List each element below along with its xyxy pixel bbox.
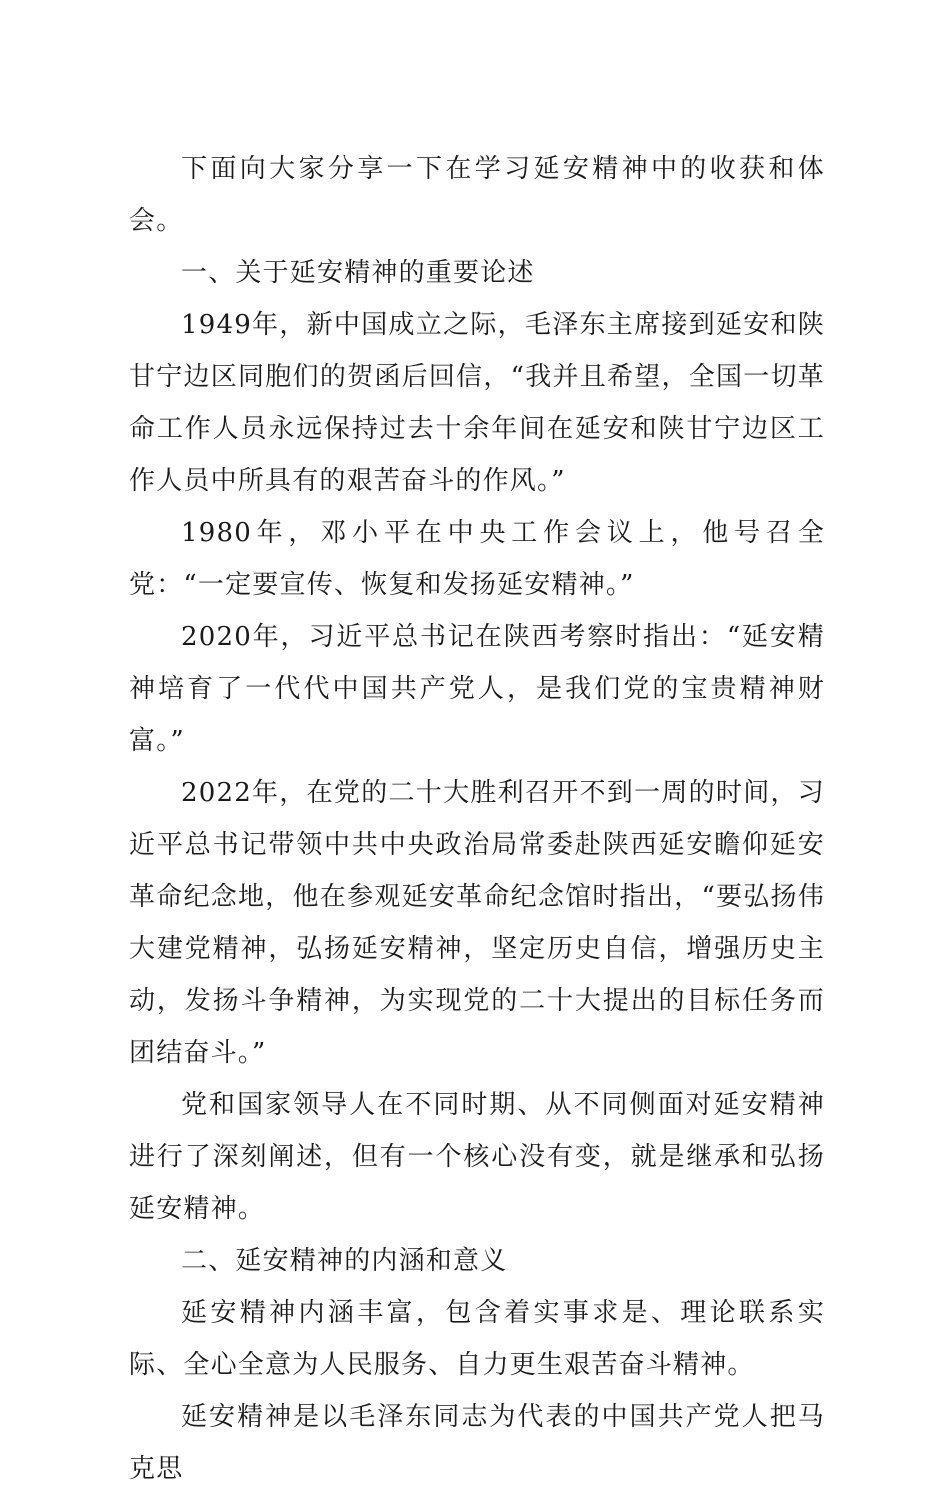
paragraph-1980: 1980年，邓小平在中央工作会议上，他号召全党：“一定要宣传、恢复和发扬延安精神。” [129,518,825,600]
intro-paragraph: 下面向大家分享一下在学习延安精神中的收获和体会。 [129,154,825,236]
paragraph-1949: 1949年，新中国成立之际，毛泽东主席接到延安和陕甘宁边区同胞们的贺函后回信，“我并且希望，全国一切革命工作人员永远保持过去十余年间在延安和陕甘宁边区工作人员中所具有的艰苦奋斗的作风。” [129,310,825,496]
paragraph-2022: 2022年，在党的二十大胜利召开不到一周的时间，习近平总书记带领中共中央政治局常委赴陕西延安瞻仰延安革命纪念地，他在参观延安革命纪念馆时指出，“要弘扬伟大建党精神，弘扬延安精神，坚定历史自信，增强历史主动，发扬斗争精神，为实现党的二十大提出的目标任务而团结奋斗。” [129,778,825,1068]
summary-paragraph: 党和国家领导人在不同时期、从不同侧面对延安精神进行了深刻阐述，但有一个核心没有变，就是继承和弘扬延安精神。 [129,1090,825,1224]
significance-paragraph: 延安精神是以毛泽东同志为代表的中国共产党人把马克思 [129,1402,825,1484]
document-body [129,143,825,1495]
section-heading-1: 一、关于延安精神的重要论述 [181,258,535,288]
connotation-paragraph: 延安精神内涵丰富，包含着实事求是、理论联系实际、全心全意为人民服务、自力更生艰苦奋斗精神。 [129,1298,825,1380]
section-heading-2: 二、延安精神的内涵和意义 [181,1246,508,1276]
paragraph-2020: 2020年，习近平总书记在陕西考察时指出：“延安精神培育了一代代中国共产党人，是我们党的宝贵精神财富。” [129,622,825,756]
